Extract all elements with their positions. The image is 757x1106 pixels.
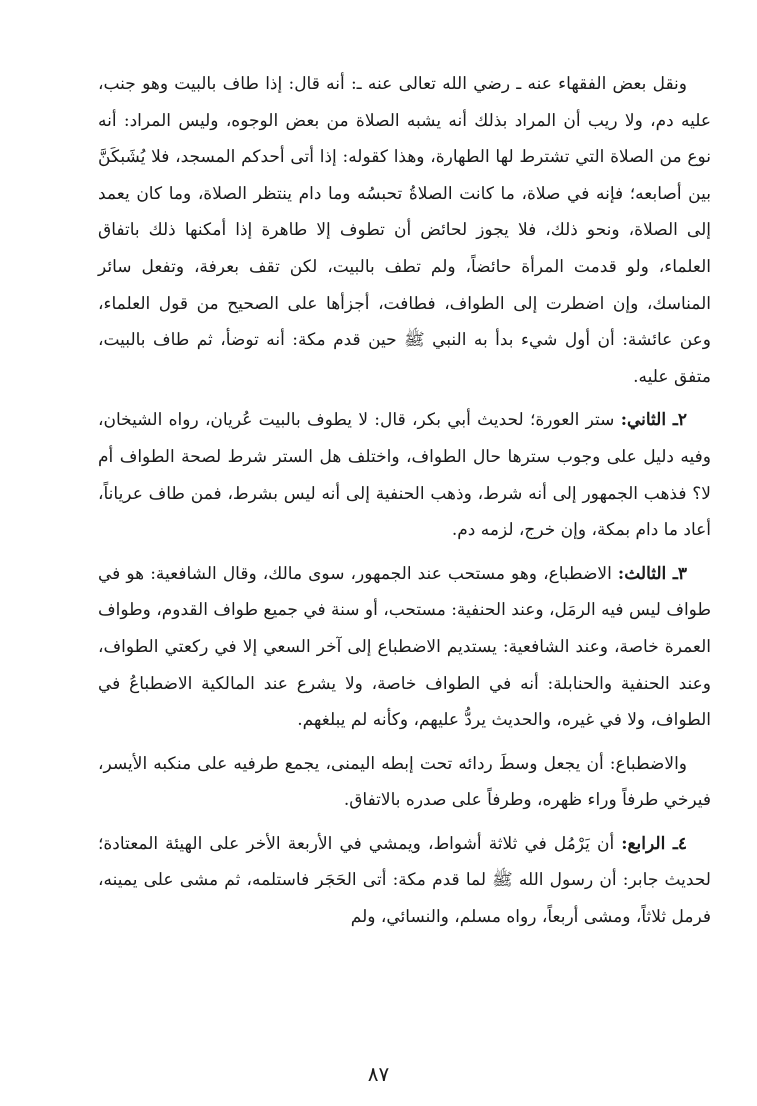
paragraph-text: الاضطباع، وهو مستحب عند الجمهور، سوى مالك، وقال الشافعية: هو في طواف ليس فيه الرمَل، وعند الحنفية: مستحب، أو سنة في جميع طواف القدوم، وطواف العمرة خاصة، وعند الشافعية: يستديم الاضطباع إلى آخر السعي إلا في ركعتي الطواف، وعند الحنفية والحنابلة: أنه في الطواف خاصة، ولا يشرع عند المالكية الاضطباعُ في الطواف، ولا في غيره، والحديث يردُّ عليهم، وكأنه لم يبلغهم. [98,563,711,731]
paragraph-lead: ٤ـ الرابع: [621,833,687,854]
paragraph-lead: ٣ـ الثالث: [617,563,687,584]
paragraph-text: والاضطباع: أن يجعل وسطَ ردائه تحت إبطه اليمنى، يجمع طرفيه على منكبه الأيسر، فيرخي طرفاً وراء ظهره، وطرفاً على صدره بالاتفاق. [98,753,711,811]
paragraph-text: ونقل بعض الفقهاء عنه ـ رضي الله تعالى عنه ـ: أنه قال: إذا طاف بالبيت وهو جنب، عليه دم، ولا ريب أن المراد بذلك أنه يشبه الصلاة من بعض الوجوه، وليس المراد: أنه نوع من الصلاة التي تشترط لها الطهارة، وهذا كقوله: إذا أتى أحدكم المسجد، فلا يُشَبكَنَّ بين أصابعه؛ فإنه في صلاة، ما كانت الصلاةُ تحبسُه وما دام ينتظر الصلاة، وما كان يعمد إلى الصلاة، ونحو ذلك، فلا يجوز لحائض أن تطوف إلا طاهرة إذا أمكنها ذلك باتفاق العلماء، ولو قدمت المرأة حائضاً، ولم تطف بالبيت، لكن تقف بعرفة، وتفعل سائر المناسك، وإن اضطرت إلى الطواف، فطافت، أجزأها على الصحيح من قول العلماء، وعن عائشة: أن أول شيء بدأ به النبي ﷺ حين قدم مكة: أنه توضأ، ثم طاف بالبيت، متفق عليه. [98,74,711,387]
paragraph-3 [98,556,711,739]
paragraph-text: ستر العورة؛ لحديث أبي بكر، قال: لا يطوف بالبيت عُريان، رواه الشيخان، وفيه دليل على وجوب سترها حال الطواف، واختلف هل الستر شرط لصحة الطواف أم لا؟ فذهب الجمهور إلى أنه شرط، وذهب الحنفية إلى أنه ليس بشرط، فمن طاف عرياناً، أعاد ما دام بمكة، وإن خرج، لزمه دم. [98,410,711,541]
paragraph-2 [98,402,711,548]
paragraph-text: أن يَرْمُل في ثلاثة أشواط، ويمشي في الأربعة الأخر على الهيئة المعتادة؛ لحديث جابر: أن رسول الله ﷺ لما قدم مكة: أتى الحَجَر فاستلمه، ثم مشى على يمينه، فرمل ثلاثاً، ومشى أربعاً، رواه مسلم، والنسائي، ولم [98,833,711,928]
page-number: ٨٧ [367,1062,390,1086]
paragraph-4 [98,746,711,819]
paragraph-1 [98,66,711,395]
paragraph-5 [98,826,711,936]
page-body [98,66,711,936]
paragraph-lead: ٢ـ الثاني: [620,410,687,431]
